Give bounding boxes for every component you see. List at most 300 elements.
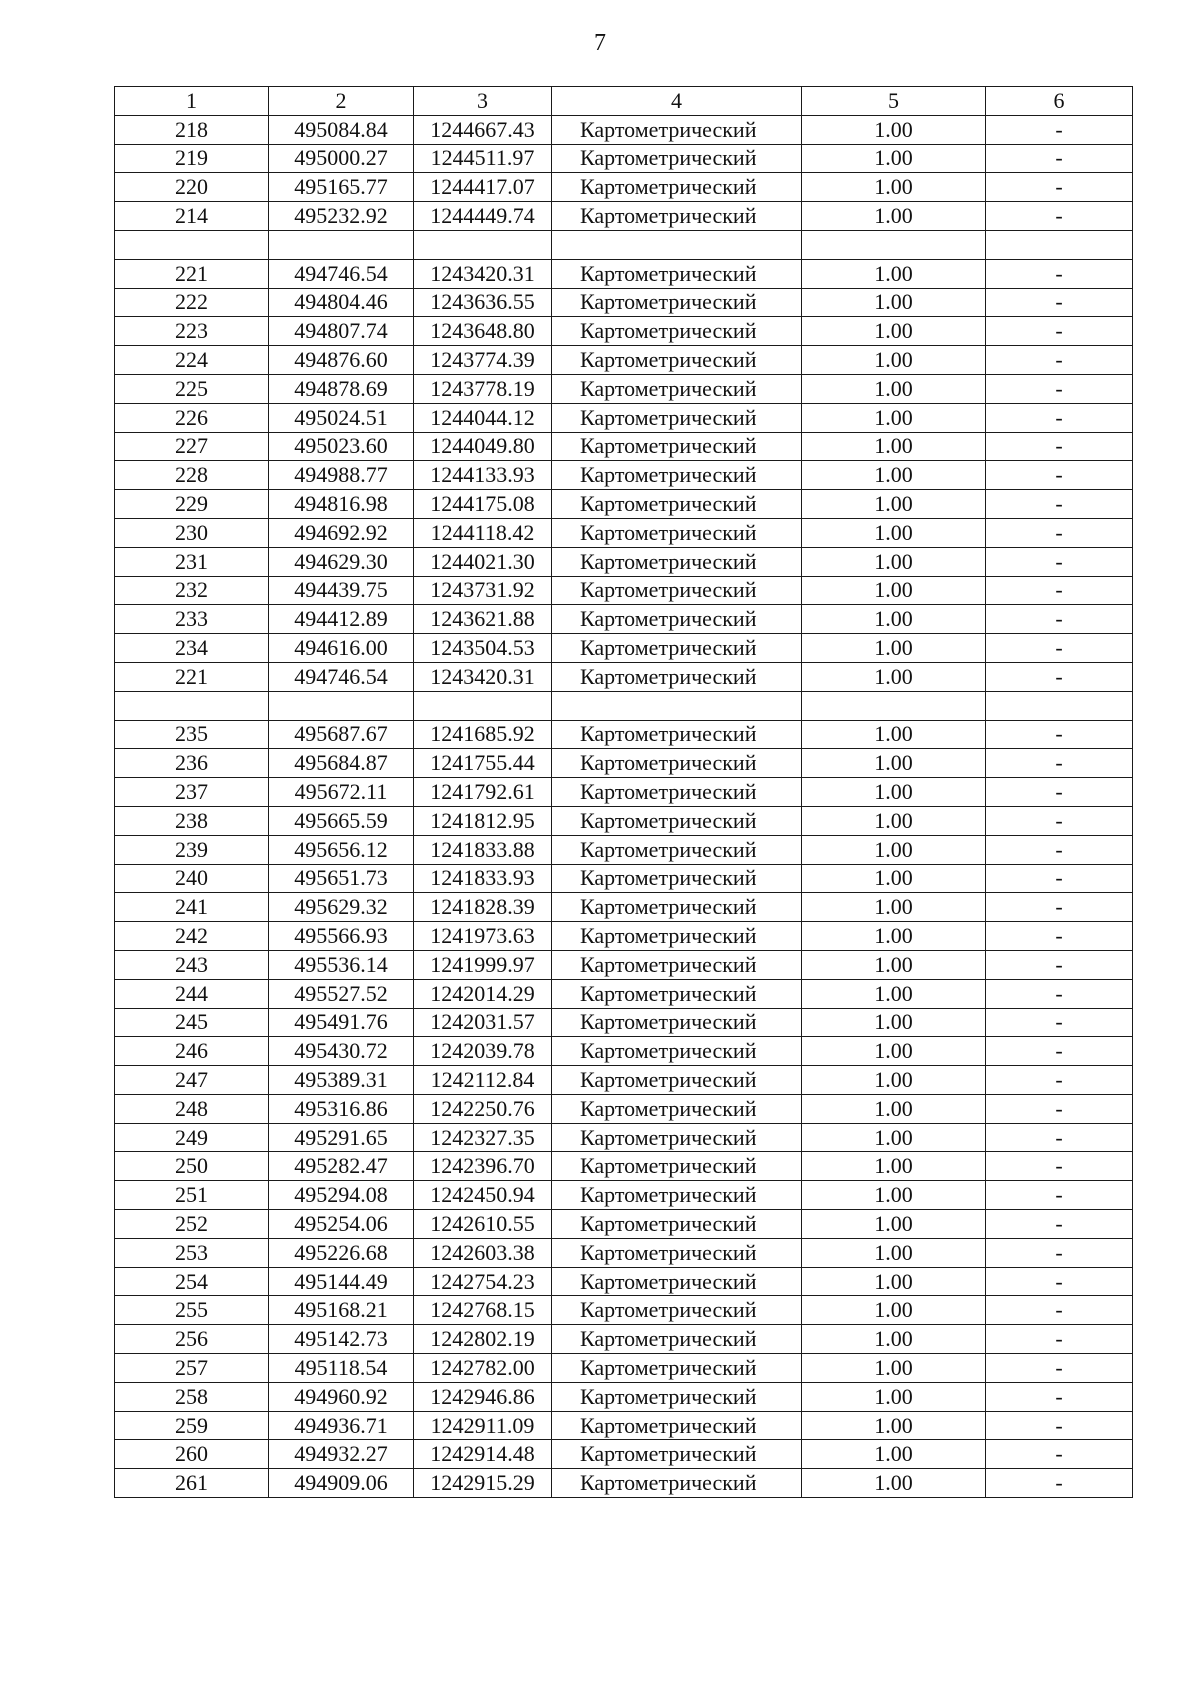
description-cell: - <box>986 605 1133 634</box>
method-cell: Картометрический <box>552 778 802 807</box>
accuracy-cell: 1.00 <box>802 259 986 288</box>
x-coordinate-cell: 495000.27 <box>269 144 414 173</box>
accuracy-cell: 1.00 <box>802 1152 986 1181</box>
description-cell: - <box>986 893 1133 922</box>
method-cell: Картометрический <box>552 1008 802 1037</box>
accuracy-cell: 1.00 <box>802 1267 986 1296</box>
point-number-cell: 255 <box>115 1296 269 1325</box>
point-number-cell: 249 <box>115 1123 269 1152</box>
method-cell: Картометрический <box>552 1094 802 1123</box>
accuracy-cell: 1.00 <box>802 403 986 432</box>
x-coordinate-cell: 494807.74 <box>269 317 414 346</box>
point-number-cell: 258 <box>115 1382 269 1411</box>
point-number-cell: 259 <box>115 1411 269 1440</box>
table-row <box>115 202 1133 231</box>
table-row <box>115 115 1133 144</box>
method-cell: Картометрический <box>552 605 802 634</box>
point-number-cell: 256 <box>115 1325 269 1354</box>
table-row <box>115 144 1133 173</box>
x-coordinate-cell: 495254.06 <box>269 1210 414 1239</box>
table-row <box>115 778 1133 807</box>
x-coordinate-cell: 495294.08 <box>269 1181 414 1210</box>
description-cell: - <box>986 749 1133 778</box>
table-row <box>115 979 1133 1008</box>
point-number-cell: 243 <box>115 950 269 979</box>
point-number-cell: 221 <box>115 259 269 288</box>
y-coordinate-cell: 1242802.19 <box>414 1325 552 1354</box>
table-row <box>115 1238 1133 1267</box>
point-number-cell: 248 <box>115 1094 269 1123</box>
table-body <box>115 115 1133 1497</box>
column-header: 2 <box>269 87 414 116</box>
accuracy-cell <box>802 230 986 259</box>
table-row <box>115 1267 1133 1296</box>
method-cell: Картометрический <box>552 518 802 547</box>
point-number-cell: 224 <box>115 346 269 375</box>
method-cell: Картометрический <box>552 1267 802 1296</box>
table-row <box>115 374 1133 403</box>
description-cell: - <box>986 461 1133 490</box>
y-coordinate-cell: 1244021.30 <box>414 547 552 576</box>
accuracy-cell: 1.00 <box>802 432 986 461</box>
point-number-cell: 221 <box>115 662 269 691</box>
accuracy-cell: 1.00 <box>802 1382 986 1411</box>
accuracy-cell: 1.00 <box>802 518 986 547</box>
method-cell: Картометрический <box>552 720 802 749</box>
table-row <box>115 1094 1133 1123</box>
y-coordinate-cell: 1244511.97 <box>414 144 552 173</box>
table-row <box>115 432 1133 461</box>
point-number-cell: 246 <box>115 1037 269 1066</box>
accuracy-cell: 1.00 <box>802 1094 986 1123</box>
point-number-cell: 240 <box>115 864 269 893</box>
table-row <box>115 1210 1133 1239</box>
y-coordinate-cell: 1242112.84 <box>414 1066 552 1095</box>
accuracy-cell: 1.00 <box>802 173 986 202</box>
column-header: 6 <box>986 87 1133 116</box>
accuracy-cell: 1.00 <box>802 288 986 317</box>
table-row <box>115 691 1133 720</box>
description-cell: - <box>986 346 1133 375</box>
y-coordinate-cell: 1244049.80 <box>414 432 552 461</box>
x-coordinate-cell: 495665.59 <box>269 806 414 835</box>
x-coordinate-cell: 494629.30 <box>269 547 414 576</box>
y-coordinate-cell: 1241755.44 <box>414 749 552 778</box>
accuracy-cell: 1.00 <box>802 202 986 231</box>
description-cell: - <box>986 1411 1133 1440</box>
method-cell: Картометрический <box>552 547 802 576</box>
method-cell: Картометрический <box>552 806 802 835</box>
description-cell: - <box>986 1123 1133 1152</box>
x-coordinate-cell: 495629.32 <box>269 893 414 922</box>
method-cell: Картометрический <box>552 1325 802 1354</box>
description-cell: - <box>986 259 1133 288</box>
accuracy-cell: 1.00 <box>802 634 986 663</box>
description-cell: - <box>986 778 1133 807</box>
x-coordinate-cell: 495684.87 <box>269 749 414 778</box>
method-cell: Картометрический <box>552 202 802 231</box>
description-cell: - <box>986 317 1133 346</box>
point-number-cell: 229 <box>115 490 269 519</box>
description-cell: - <box>986 1325 1133 1354</box>
page-number: 7 <box>594 30 606 56</box>
table-row <box>115 173 1133 202</box>
point-number-cell <box>115 691 269 720</box>
table-row <box>115 1354 1133 1383</box>
description-cell: - <box>986 144 1133 173</box>
x-coordinate-cell: 495687.67 <box>269 720 414 749</box>
column-header: 5 <box>802 87 986 116</box>
y-coordinate-cell: 1242327.35 <box>414 1123 552 1152</box>
y-coordinate-cell: 1242039.78 <box>414 1037 552 1066</box>
table-row <box>115 720 1133 749</box>
accuracy-cell <box>802 691 986 720</box>
y-coordinate-cell: 1243420.31 <box>414 259 552 288</box>
y-coordinate-cell: 1243420.31 <box>414 662 552 691</box>
description-cell: - <box>986 662 1133 691</box>
description-cell: - <box>986 403 1133 432</box>
x-coordinate-cell: 495023.60 <box>269 432 414 461</box>
y-coordinate-cell: 1241792.61 <box>414 778 552 807</box>
table-row <box>115 1037 1133 1066</box>
y-coordinate-cell: 1243504.53 <box>414 634 552 663</box>
x-coordinate-cell: 494412.89 <box>269 605 414 634</box>
x-coordinate-cell: 494932.27 <box>269 1440 414 1469</box>
point-number-cell: 245 <box>115 1008 269 1037</box>
accuracy-cell: 1.00 <box>802 1037 986 1066</box>
table-row <box>115 461 1133 490</box>
table-row <box>115 1152 1133 1181</box>
table-row <box>115 518 1133 547</box>
point-number-cell: 222 <box>115 288 269 317</box>
table-header-row <box>115 87 1133 116</box>
method-cell: Картометрический <box>552 490 802 519</box>
point-number-cell: 238 <box>115 806 269 835</box>
point-number-cell: 227 <box>115 432 269 461</box>
x-coordinate-cell: 495232.92 <box>269 202 414 231</box>
table-row <box>115 230 1133 259</box>
x-coordinate-cell: 495536.14 <box>269 950 414 979</box>
x-coordinate-cell: 495656.12 <box>269 835 414 864</box>
x-coordinate-cell: 494816.98 <box>269 490 414 519</box>
accuracy-cell: 1.00 <box>802 1469 986 1498</box>
y-coordinate-cell: 1242914.48 <box>414 1440 552 1469</box>
description-cell: - <box>986 490 1133 519</box>
accuracy-cell: 1.00 <box>802 662 986 691</box>
method-cell: Картометрический <box>552 1354 802 1383</box>
method-cell: Картометрический <box>552 835 802 864</box>
method-cell: Картометрический <box>552 576 802 605</box>
y-coordinate-cell: 1244449.74 <box>414 202 552 231</box>
table-row <box>115 259 1133 288</box>
accuracy-cell: 1.00 <box>802 490 986 519</box>
x-coordinate-cell: 494876.60 <box>269 346 414 375</box>
x-coordinate-cell: 494960.92 <box>269 1382 414 1411</box>
method-cell: Картометрический <box>552 115 802 144</box>
y-coordinate-cell: 1241833.93 <box>414 864 552 893</box>
x-coordinate-cell: 495527.52 <box>269 979 414 1008</box>
point-number-cell: 254 <box>115 1267 269 1296</box>
point-number-cell: 253 <box>115 1238 269 1267</box>
table-row <box>115 317 1133 346</box>
table-row <box>115 835 1133 864</box>
y-coordinate-cell: 1242946.86 <box>414 1382 552 1411</box>
accuracy-cell: 1.00 <box>802 835 986 864</box>
y-coordinate-cell: 1242911.09 <box>414 1411 552 1440</box>
method-cell: Картометрический <box>552 1382 802 1411</box>
y-coordinate-cell: 1243648.80 <box>414 317 552 346</box>
point-number-cell: 251 <box>115 1181 269 1210</box>
x-coordinate-cell: 494878.69 <box>269 374 414 403</box>
table-row <box>115 1123 1133 1152</box>
point-number-cell: 234 <box>115 634 269 663</box>
point-number-cell: 223 <box>115 317 269 346</box>
method-cell: Картометрический <box>552 259 802 288</box>
accuracy-cell: 1.00 <box>802 461 986 490</box>
x-coordinate-cell: 494909.06 <box>269 1469 414 1498</box>
description-cell: - <box>986 1296 1133 1325</box>
y-coordinate-cell: 1243636.55 <box>414 288 552 317</box>
x-coordinate-cell: 494988.77 <box>269 461 414 490</box>
description-cell: - <box>986 1210 1133 1239</box>
point-number-cell: 214 <box>115 202 269 231</box>
y-coordinate-cell: 1241999.97 <box>414 950 552 979</box>
method-cell: Картометрический <box>552 432 802 461</box>
x-coordinate-cell: 494692.92 <box>269 518 414 547</box>
y-coordinate-cell: 1242610.55 <box>414 1210 552 1239</box>
accuracy-cell: 1.00 <box>802 1181 986 1210</box>
description-cell: - <box>986 1382 1133 1411</box>
description-cell: - <box>986 432 1133 461</box>
x-coordinate-cell: 495672.11 <box>269 778 414 807</box>
x-coordinate-cell: 495491.76 <box>269 1008 414 1037</box>
y-coordinate-cell: 1242031.57 <box>414 1008 552 1037</box>
point-number-cell <box>115 230 269 259</box>
description-cell: - <box>986 1066 1133 1095</box>
y-coordinate-cell: 1244044.12 <box>414 403 552 432</box>
accuracy-cell: 1.00 <box>802 1354 986 1383</box>
point-number-cell: 235 <box>115 720 269 749</box>
method-cell: Картометрический <box>552 144 802 173</box>
table-row <box>115 893 1133 922</box>
x-coordinate-cell <box>269 230 414 259</box>
description-cell: - <box>986 115 1133 144</box>
point-number-cell: 230 <box>115 518 269 547</box>
method-cell: Картометрический <box>552 634 802 663</box>
description-cell: - <box>986 202 1133 231</box>
method-cell: Картометрический <box>552 1296 802 1325</box>
description-cell: - <box>986 547 1133 576</box>
table-row <box>115 1066 1133 1095</box>
description-cell: - <box>986 1469 1133 1498</box>
description-cell: - <box>986 835 1133 864</box>
description-cell: - <box>986 576 1133 605</box>
y-coordinate-cell: 1242603.38 <box>414 1238 552 1267</box>
description-cell: - <box>986 288 1133 317</box>
accuracy-cell: 1.00 <box>802 346 986 375</box>
accuracy-cell: 1.00 <box>802 979 986 1008</box>
coordinates-table <box>114 86 1133 1498</box>
description-cell: - <box>986 374 1133 403</box>
y-coordinate-cell: 1242450.94 <box>414 1181 552 1210</box>
table-row <box>115 1181 1133 1210</box>
x-coordinate-cell: 495024.51 <box>269 403 414 432</box>
description-cell: - <box>986 518 1133 547</box>
method-cell: Картометрический <box>552 1238 802 1267</box>
method-cell: Картометрический <box>552 374 802 403</box>
method-cell: Картометрический <box>552 1152 802 1181</box>
method-cell: Картометрический <box>552 893 802 922</box>
point-number-cell: 260 <box>115 1440 269 1469</box>
description-cell: - <box>986 1037 1133 1066</box>
y-coordinate-cell: 1241973.63 <box>414 922 552 951</box>
description-cell <box>986 691 1133 720</box>
method-cell: Картометрический <box>552 950 802 979</box>
table-row <box>115 950 1133 979</box>
method-cell <box>552 230 802 259</box>
description-cell <box>986 230 1133 259</box>
accuracy-cell: 1.00 <box>802 1066 986 1095</box>
x-coordinate-cell: 495430.72 <box>269 1037 414 1066</box>
table-row <box>115 634 1133 663</box>
y-coordinate-cell: 1244175.08 <box>414 490 552 519</box>
y-coordinate-cell: 1243774.39 <box>414 346 552 375</box>
accuracy-cell: 1.00 <box>802 1296 986 1325</box>
table-row <box>115 403 1133 432</box>
accuracy-cell: 1.00 <box>802 922 986 951</box>
accuracy-cell: 1.00 <box>802 1008 986 1037</box>
y-coordinate-cell: 1242250.76 <box>414 1094 552 1123</box>
description-cell: - <box>986 1238 1133 1267</box>
table-row <box>115 1411 1133 1440</box>
table-row <box>115 922 1133 951</box>
y-coordinate-cell: 1244133.93 <box>414 461 552 490</box>
accuracy-cell: 1.00 <box>802 1238 986 1267</box>
x-coordinate-cell: 494804.46 <box>269 288 414 317</box>
accuracy-cell: 1.00 <box>802 749 986 778</box>
accuracy-cell: 1.00 <box>802 374 986 403</box>
y-coordinate-cell: 1244118.42 <box>414 518 552 547</box>
x-coordinate-cell: 495282.47 <box>269 1152 414 1181</box>
table-row <box>115 576 1133 605</box>
x-coordinate-cell: 495165.77 <box>269 173 414 202</box>
method-cell: Картометрический <box>552 1210 802 1239</box>
accuracy-cell: 1.00 <box>802 1210 986 1239</box>
accuracy-cell: 1.00 <box>802 605 986 634</box>
y-coordinate-cell: 1243778.19 <box>414 374 552 403</box>
point-number-cell: 232 <box>115 576 269 605</box>
accuracy-cell: 1.00 <box>802 317 986 346</box>
table-row <box>115 662 1133 691</box>
method-cell: Картометрический <box>552 1440 802 1469</box>
accuracy-cell: 1.00 <box>802 778 986 807</box>
x-coordinate-cell: 495142.73 <box>269 1325 414 1354</box>
method-cell: Картометрический <box>552 1123 802 1152</box>
method-cell: Картометрический <box>552 173 802 202</box>
description-cell: - <box>986 1094 1133 1123</box>
method-cell: Картометрический <box>552 1411 802 1440</box>
point-number-cell: 250 <box>115 1152 269 1181</box>
description-cell: - <box>986 922 1133 951</box>
accuracy-cell: 1.00 <box>802 547 986 576</box>
y-coordinate-cell: 1241828.39 <box>414 893 552 922</box>
table-row <box>115 1008 1133 1037</box>
point-number-cell: 237 <box>115 778 269 807</box>
y-coordinate-cell: 1241685.92 <box>414 720 552 749</box>
x-coordinate-cell: 495291.65 <box>269 1123 414 1152</box>
x-coordinate-cell: 495118.54 <box>269 1354 414 1383</box>
y-coordinate-cell: 1244417.07 <box>414 173 552 202</box>
accuracy-cell: 1.00 <box>802 864 986 893</box>
x-coordinate-cell: 495316.86 <box>269 1094 414 1123</box>
x-coordinate-cell: 495084.84 <box>269 115 414 144</box>
x-coordinate-cell: 495168.21 <box>269 1296 414 1325</box>
table-row <box>115 1382 1133 1411</box>
table-row <box>115 1296 1133 1325</box>
x-coordinate-cell: 495651.73 <box>269 864 414 893</box>
point-number-cell: 218 <box>115 115 269 144</box>
accuracy-cell: 1.00 <box>802 1325 986 1354</box>
method-cell: Картометрический <box>552 1469 802 1498</box>
description-cell: - <box>986 1152 1133 1181</box>
method-cell: Картометрический <box>552 346 802 375</box>
x-coordinate-cell <box>269 691 414 720</box>
accuracy-cell: 1.00 <box>802 1123 986 1152</box>
y-coordinate-cell <box>414 691 552 720</box>
x-coordinate-cell: 495566.93 <box>269 922 414 951</box>
x-coordinate-cell: 494439.75 <box>269 576 414 605</box>
method-cell: Картометрический <box>552 864 802 893</box>
y-coordinate-cell: 1241812.95 <box>414 806 552 835</box>
x-coordinate-cell: 494936.71 <box>269 1411 414 1440</box>
accuracy-cell: 1.00 <box>802 576 986 605</box>
x-coordinate-cell: 495144.49 <box>269 1267 414 1296</box>
x-coordinate-cell: 494746.54 <box>269 259 414 288</box>
method-cell: Картометрический <box>552 1066 802 1095</box>
table-row <box>115 346 1133 375</box>
point-number-cell: 236 <box>115 749 269 778</box>
x-coordinate-cell: 495389.31 <box>269 1066 414 1095</box>
column-header: 4 <box>552 87 802 116</box>
y-coordinate-cell: 1242782.00 <box>414 1354 552 1383</box>
y-coordinate-cell: 1243621.88 <box>414 605 552 634</box>
column-header: 3 <box>414 87 552 116</box>
column-header: 1 <box>115 87 269 116</box>
x-coordinate-cell: 494746.54 <box>269 662 414 691</box>
y-coordinate-cell: 1241833.88 <box>414 835 552 864</box>
method-cell: Картометрический <box>552 1037 802 1066</box>
description-cell: - <box>986 1440 1133 1469</box>
accuracy-cell: 1.00 <box>802 1440 986 1469</box>
accuracy-cell: 1.00 <box>802 806 986 835</box>
method-cell: Картометрический <box>552 1181 802 1210</box>
point-number-cell: 247 <box>115 1066 269 1095</box>
method-cell: Картометрический <box>552 403 802 432</box>
table-row <box>115 806 1133 835</box>
description-cell: - <box>986 1008 1133 1037</box>
description-cell: - <box>986 634 1133 663</box>
point-number-cell: 226 <box>115 403 269 432</box>
method-cell: Картометрический <box>552 288 802 317</box>
point-number-cell: 228 <box>115 461 269 490</box>
accuracy-cell: 1.00 <box>802 1411 986 1440</box>
point-number-cell: 219 <box>115 144 269 173</box>
point-number-cell: 233 <box>115 605 269 634</box>
table-row <box>115 490 1133 519</box>
x-coordinate-cell: 494616.00 <box>269 634 414 663</box>
accuracy-cell: 1.00 <box>802 893 986 922</box>
point-number-cell: 261 <box>115 1469 269 1498</box>
